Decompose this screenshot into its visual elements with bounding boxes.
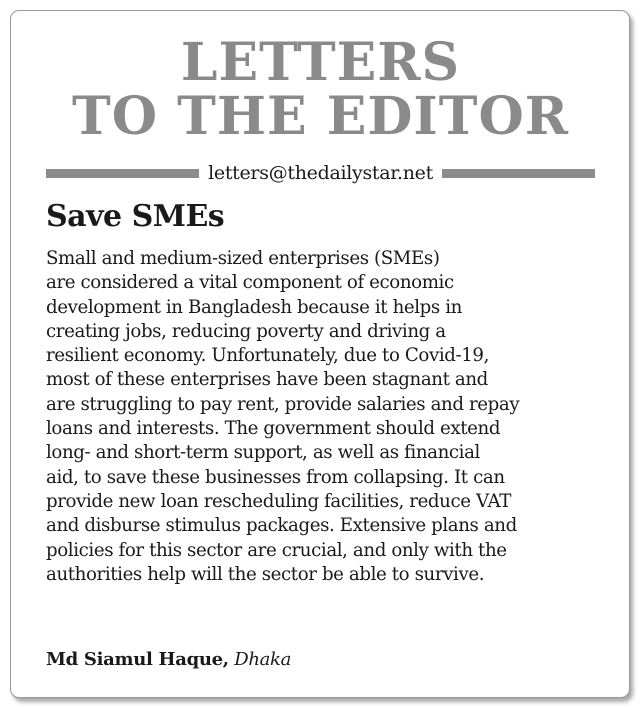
letter-body-line: are struggling to pay rent, provide salaries and repay (46, 393, 520, 415)
author-name: Md Siamul Haque, (46, 649, 229, 670)
letter-body (46, 247, 606, 587)
email-divider (46, 159, 595, 187)
letter-body-line: development in Bangladesh because it helps in (46, 296, 462, 318)
letter-body-line: policies for this sector are crucial, and only with the (46, 539, 507, 561)
letter-body-line: Small and medium-sized enterprises (SMEs) (46, 248, 440, 269)
letter-body-line: resilient economy. Unfortunately, due to Covid-19, (46, 345, 489, 367)
letter-body-line: provide new loan rescheduling facilities, reduce VAT (46, 490, 511, 512)
letter-body-line: are considered a vital component of economic (46, 272, 454, 294)
masthead-line-1: LETTERS (180, 32, 461, 93)
letter-body-line: loans and interests. The government should extend (46, 418, 501, 440)
letter-body-line: and disburse stimulus packages. Extensive plans and (46, 515, 517, 537)
divider-rule-right (442, 169, 595, 178)
letter-body-line: creating jobs, reducing poverty and driving a (46, 320, 446, 342)
editor-email-link[interactable]: letters@thedailystar.net (208, 162, 433, 184)
letter-body-line: long- and short-term support, as well as financial (46, 442, 480, 464)
divider-rule-left (46, 169, 199, 178)
letter-body-line: aid, to save these businesses from collapsing. It can (46, 466, 505, 488)
section-masthead (0, 32, 641, 147)
letter-body-line: most of these enterprises have been stagnant and (46, 369, 488, 391)
masthead-line-2: TO THE EDITOR (72, 86, 569, 147)
letter-body-line: authorities help will the sector be able to survive. (46, 563, 485, 585)
letter-headline: Save SMEs (46, 199, 225, 234)
letter-signature (46, 648, 291, 672)
author-location: Dhaka (234, 649, 292, 670)
